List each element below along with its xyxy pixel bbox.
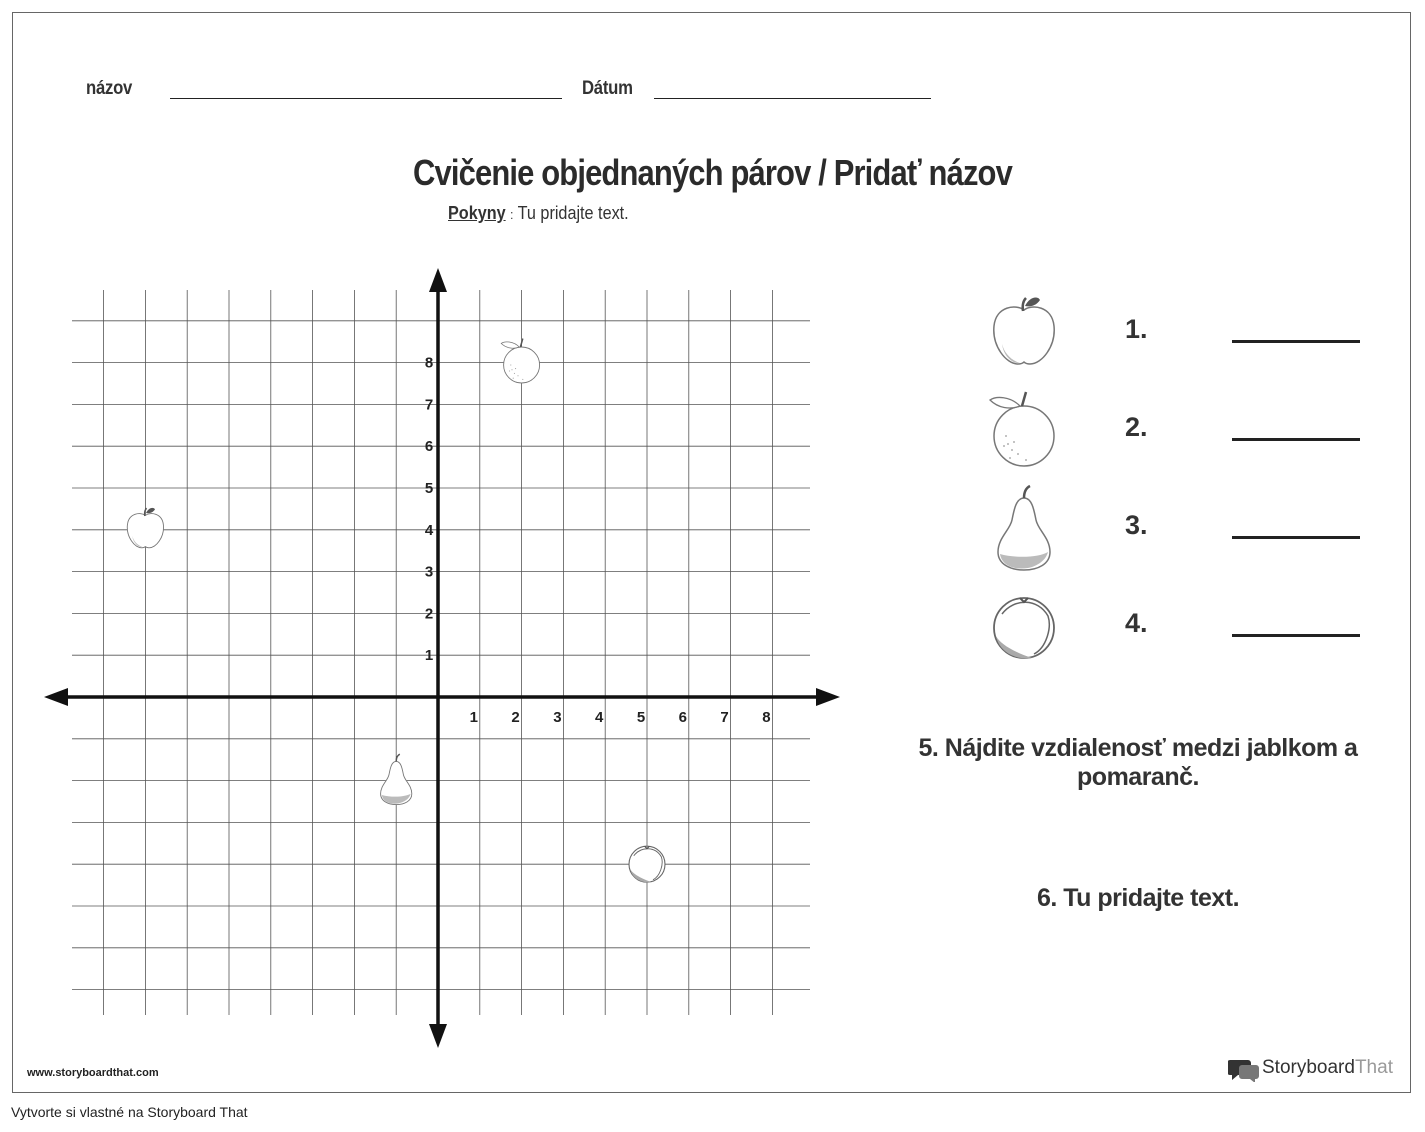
orange-icon xyxy=(984,386,1064,476)
pear-icon xyxy=(998,486,1050,570)
footer-url[interactable]: www.storyboardthat.com xyxy=(27,1067,159,1079)
x-axis-arrow-right xyxy=(816,688,840,706)
page-title: Cvičenie objednaných párov / Pridať názov xyxy=(413,152,1012,193)
orange-icon xyxy=(990,392,1054,466)
question-6: 6. Tu pridajte text. xyxy=(1036,884,1240,912)
answer-line[interactable] xyxy=(1232,536,1360,539)
apple-icon xyxy=(984,288,1064,378)
brand-name-a: Storyboard xyxy=(1262,1057,1355,1078)
y-tick-label: 3 xyxy=(424,563,434,581)
question-5: 5. Nájdite vzdialenosť medzi jablkom a pomaranč. xyxy=(918,734,1358,791)
date-label: Dátum xyxy=(582,78,633,99)
x-tick-label: 4 xyxy=(595,709,604,726)
speech-bubble-icon xyxy=(1228,1056,1260,1082)
question-number: 1. xyxy=(1125,314,1148,344)
storyboardthat-logo[interactable] xyxy=(1228,1056,1393,1082)
create-your-own-link[interactable]: Vytvorte si vlastné na Storyboard That xyxy=(11,1104,248,1120)
pear-icon xyxy=(381,754,412,804)
instructions-separator: : xyxy=(510,207,514,222)
instructions-label: Pokyny xyxy=(448,203,506,223)
question-number: 3. xyxy=(1125,510,1148,540)
peach-icon xyxy=(994,598,1054,658)
x-tick-label: 8 xyxy=(762,709,771,726)
x-tick-label: 3 xyxy=(553,709,562,726)
y-tick-label: 7 xyxy=(424,396,434,414)
instructions-text: Tu pridajte text. xyxy=(517,203,629,223)
question-number: 4. xyxy=(1125,608,1148,638)
y-axis-arrow-down xyxy=(429,1024,447,1048)
peach-icon xyxy=(984,582,1064,672)
y-axis-arrow-up xyxy=(429,268,447,292)
y-tick-label: 1 xyxy=(424,647,434,665)
answer-line[interactable] xyxy=(1232,438,1360,441)
apple-icon xyxy=(994,298,1054,364)
y-tick-label: 2 xyxy=(424,605,434,623)
x-tick-label: 2 xyxy=(511,709,520,726)
answer-line[interactable] xyxy=(1232,634,1360,637)
orange-icon xyxy=(501,339,539,383)
question-number: 2. xyxy=(1125,412,1148,442)
y-tick-label: 4 xyxy=(424,521,434,539)
name-label: názov xyxy=(86,78,133,99)
peach-icon xyxy=(629,846,665,882)
pear-icon xyxy=(984,484,1064,574)
y-tick-label: 6 xyxy=(424,438,434,456)
x-tick-label: 6 xyxy=(678,709,687,726)
y-tick-label: 8 xyxy=(424,354,434,372)
x-tick-label: 7 xyxy=(720,709,729,726)
brand-name-b: That xyxy=(1354,1057,1393,1078)
x-tick-label: 5 xyxy=(636,709,646,726)
y-tick-label: 5 xyxy=(424,480,434,497)
x-axis-arrow-left xyxy=(44,688,68,706)
x-tick-label: 1 xyxy=(469,709,478,726)
answer-line[interactable] xyxy=(1232,340,1360,343)
